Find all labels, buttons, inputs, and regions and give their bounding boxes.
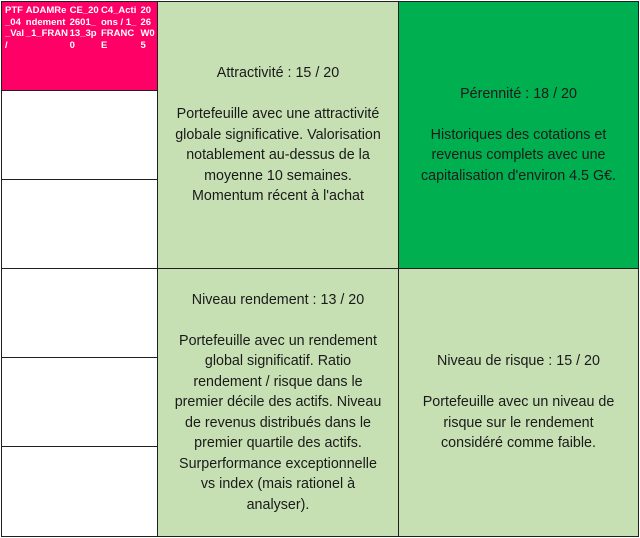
empty-cell-2[interactable] xyxy=(1,179,158,269)
portfolio-label-line-4: C4_Actions / 1_FRANCE xyxy=(100,5,137,51)
empty-cell-5[interactable] xyxy=(1,446,158,537)
perennite-card[interactable] xyxy=(398,1,639,269)
portfolio-label-line-2: ADAMRendement_1_FRAN xyxy=(25,5,69,39)
risque-description: Portefeuille avec un niveau de risque sur le rendement considéré comme faible. xyxy=(422,394,615,452)
attractivite-title: Attractivité : 15 / 20 xyxy=(216,65,340,82)
perennite-title: Pérennité : 18 / 20 xyxy=(460,85,577,102)
rendement-title: Niveau rendement : 13 / 20 xyxy=(191,291,365,308)
attractivite-card[interactable] xyxy=(157,1,399,269)
portfolio-label-line-1: PTF_04_Val / xyxy=(5,5,25,51)
portfolio-label-cell[interactable] xyxy=(1,1,158,91)
risque-card[interactable] xyxy=(398,268,639,537)
perennite-description: Historiques des cotations et revenus complets avec une capitalisation d'environ 4.5 G€. xyxy=(420,126,617,184)
rendement-card[interactable] xyxy=(157,268,399,537)
rendement-description: Portefeuille avec un rendement global significatif. Ratio rendement / risque dans le premier décile des actifs. Niveau de revenus distribués dans le premier quartile des actifs. Surperformance exceptionnelle vs index (mais rationel à analyser). xyxy=(174,332,382,513)
risque-title: Niveau de risque : 15 / 20 xyxy=(437,353,600,370)
portfolio-label-line-5: 2026W05 xyxy=(140,5,155,51)
portfolio-label-line-3: CE_202601_13_3p0 xyxy=(69,5,99,51)
attractivite-description: Portefeuille avec une attractivité globale significative. Valorisation notablement au-dessus de la moyenne 10 semaines. Momentum récent à l'achat xyxy=(175,106,381,205)
empty-cell-4[interactable] xyxy=(1,357,158,447)
empty-cell-1[interactable] xyxy=(1,90,158,180)
empty-cell-3[interactable] xyxy=(1,268,158,358)
